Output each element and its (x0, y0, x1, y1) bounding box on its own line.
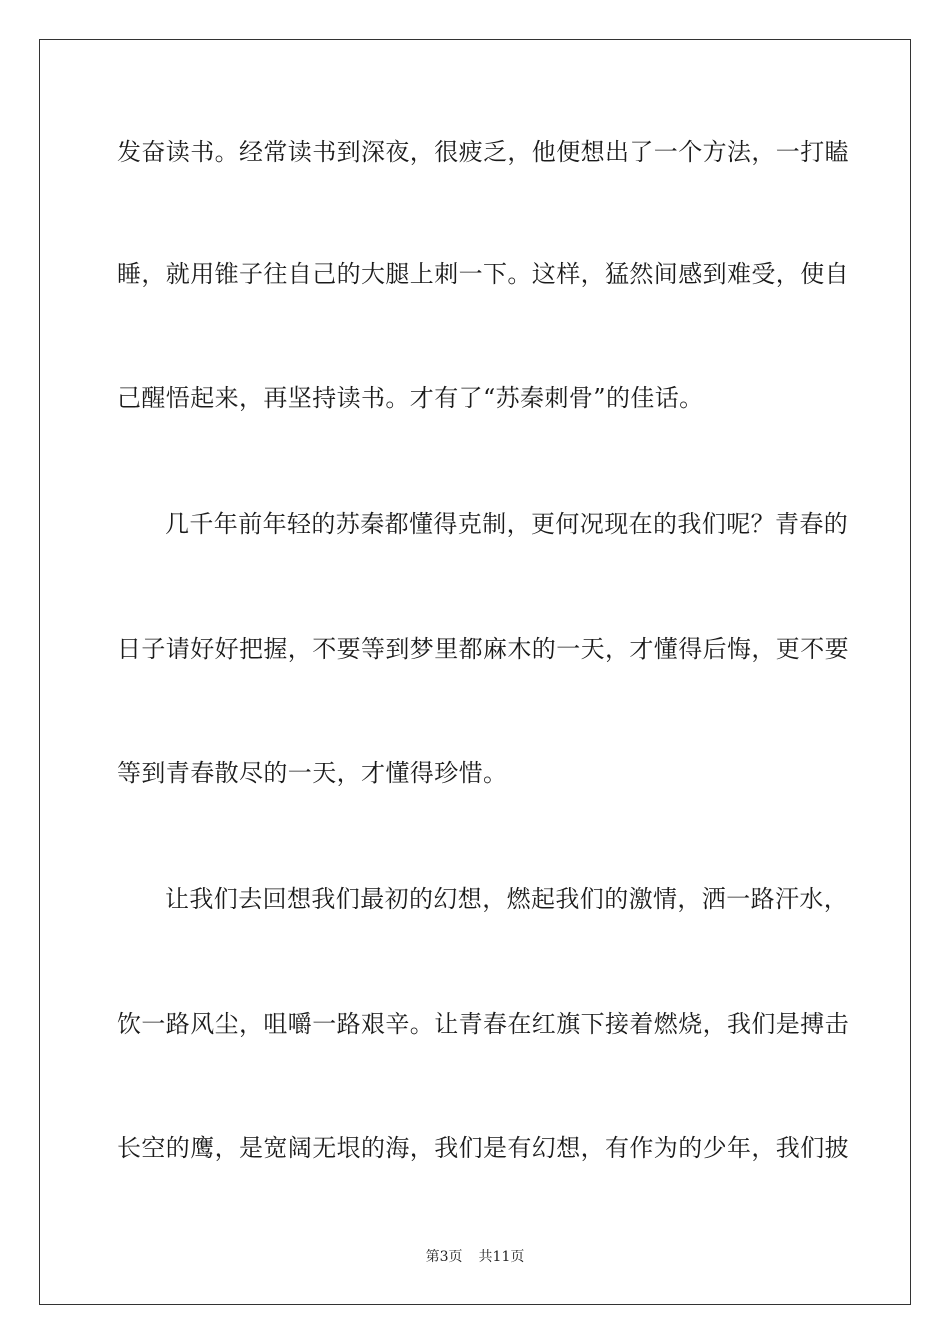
paragraph-first-line: 让我们去回想我们最初的幻想，燃起我们的激情，洒一路汗水， (165, 885, 849, 913)
text-line: 睡，就用锥子往自己的大腿上刺一下。这样，猛然间感到难受，使自 (117, 260, 849, 288)
page-number: 第3页 (425, 1249, 463, 1265)
paragraph-first-line: 几千年前年轻的苏秦都懂得克制，更何况现在的我们呢？青春的 (165, 510, 849, 538)
text-line: 日子请好好把握，不要等到梦里都麻木的一天，才懂得后悔，更不要 (117, 635, 849, 663)
text-line: 饮一路风尘，咀嚼一路艰辛。让青春在红旗下接着燃烧，我们是搏击 (117, 1010, 849, 1038)
text-line: 己醒悟起来，再坚持读书。才有了“苏秦刺骨”的佳话。 (117, 384, 704, 412)
page-total: 共11页 (478, 1249, 525, 1265)
text-line: 长空的鹰，是宽阔无垠的海，我们是有幻想，有作为的少年，我们披 (117, 1134, 849, 1162)
text-line: 发奋读书。经常读书到深夜，很疲乏，他便想出了一个方法，一打瞌 (117, 138, 849, 166)
text-line: 等到青春散尽的一天，才懂得珍惜。 (117, 759, 508, 787)
page-frame (39, 39, 911, 1305)
page-footer (0, 1248, 950, 1266)
